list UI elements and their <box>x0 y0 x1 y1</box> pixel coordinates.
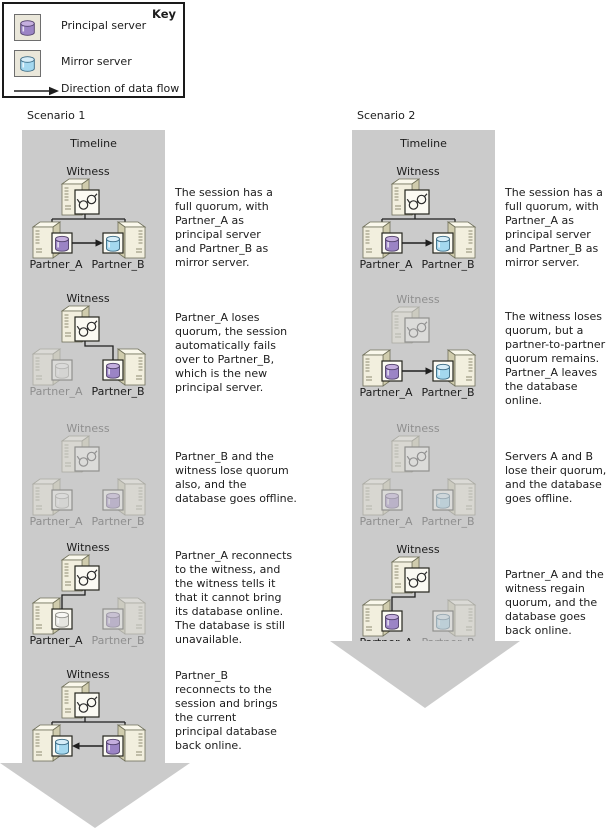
partner-a-label: Partner_A <box>29 385 83 398</box>
witness-label: Witness <box>66 165 110 178</box>
partner-a-label: Partner_A <box>359 386 413 399</box>
mirroring-stage-diagram <box>352 165 495 275</box>
partner-b-label: Partner_B <box>91 258 145 271</box>
partner-a-label: Partner_A <box>29 515 83 528</box>
principal-database-icon <box>386 493 399 508</box>
partner-b-label: Partner_B <box>421 258 475 271</box>
stage-description: Partner_B and the witness lose quorum also, and the database goes offline. <box>175 450 297 505</box>
stage-description: Partner_A and the witness regain quorum, and the database goes back online. <box>505 568 604 637</box>
timeline-arrowhead <box>330 641 520 708</box>
stage-description: Partner_B reconnects to the session and brings the current principal database back online. <box>175 669 278 752</box>
stage-description: Partner_A reconnects to the witness, and the witness tells it that it cannot bring its database online. The database is still unavailable. <box>175 549 293 646</box>
stage-description: Partner_A loses quorum, the session automatically fails over to Partner_B, which is the new principal server. <box>175 311 288 394</box>
data-flow-arrow <box>402 367 433 374</box>
principal-database-icon <box>386 614 399 629</box>
stage-description: The session has a full quorum, with Partner_A as principal server and Partner_B as mirror server. <box>175 186 273 269</box>
mirroring-stage-diagram <box>352 293 495 403</box>
timeline-column <box>352 130 495 649</box>
partner-a-label: Partner_A <box>359 636 413 649</box>
stage-description: The witness loses quorum, but a partner-to-partner quorum remains. Partner_A leaves the database online. <box>505 310 606 407</box>
partner-a-label: Partner_A <box>29 634 83 647</box>
partner-a-label: Partner_A <box>359 258 413 271</box>
partner-b-label: Partner_B <box>91 761 145 774</box>
timeline-label: Timeline <box>70 137 117 150</box>
quorum-link-line <box>392 592 415 611</box>
data-flow-arrow <box>402 239 433 246</box>
witness-label: Witness <box>66 668 110 681</box>
stage-description: The session has a full quorum, with Partner_A as principal server and Partner_B as mirror server. <box>505 186 603 269</box>
mirror-database-icon <box>437 493 450 508</box>
partner-b-label: Partner_B <box>91 634 145 647</box>
mirroring-stage-diagram <box>352 543 495 653</box>
witness-node <box>392 165 440 215</box>
partner-b-node <box>421 222 475 271</box>
scenario-title: Scenario 1 <box>27 109 86 122</box>
key-item-label-principal: Principal server <box>61 19 147 32</box>
witness-label: Witness <box>396 422 440 435</box>
witness-label: Witness <box>396 543 440 556</box>
key-item-label-flow: Direction of data flow <box>61 82 180 95</box>
witness-label: Witness <box>66 541 110 554</box>
timeline-label: Timeline <box>400 137 447 150</box>
partner-a-node <box>359 350 412 399</box>
scenario-title: Scenario 2 <box>357 109 416 122</box>
partner-b-label: Partner_B <box>91 385 145 398</box>
mirror-database-icon <box>437 364 450 379</box>
partner-b-label: Partner_B <box>421 386 475 399</box>
partner-b-node <box>421 479 475 528</box>
key-item-label-mirror: Mirror server <box>61 55 132 68</box>
witness-label: Witness <box>66 422 110 435</box>
partner-a-label: Partner_A <box>29 258 83 271</box>
witness-label: Witness <box>66 292 110 305</box>
principal-database-icon <box>386 236 399 251</box>
mirror-database-icon <box>437 614 450 629</box>
mirroring-stage-diagram <box>352 422 495 532</box>
quorum-link-line <box>382 214 455 225</box>
partner-b-node <box>421 350 475 399</box>
key-title: Key <box>151 7 176 21</box>
partner-a-node <box>359 479 412 528</box>
witness-node <box>392 543 440 593</box>
principal-database-icon <box>386 364 399 379</box>
mirror-database-icon <box>437 236 450 251</box>
partner-b-label: Partner_B <box>91 515 145 528</box>
witness-node <box>392 422 440 472</box>
partner-b-label: Partner_B <box>421 636 475 649</box>
witness-label: Witness <box>396 165 440 178</box>
partner-a-label: Partner_A <box>359 515 413 528</box>
witness-node <box>392 293 440 343</box>
partner-a-label: Partner_A <box>29 761 83 774</box>
partner-a-node <box>359 222 412 271</box>
stage-description: Servers A and B lose their quorum, and the database goes offline. <box>505 450 607 505</box>
partner-b-label: Partner_B <box>421 515 475 528</box>
witness-label: Witness <box>396 293 440 306</box>
